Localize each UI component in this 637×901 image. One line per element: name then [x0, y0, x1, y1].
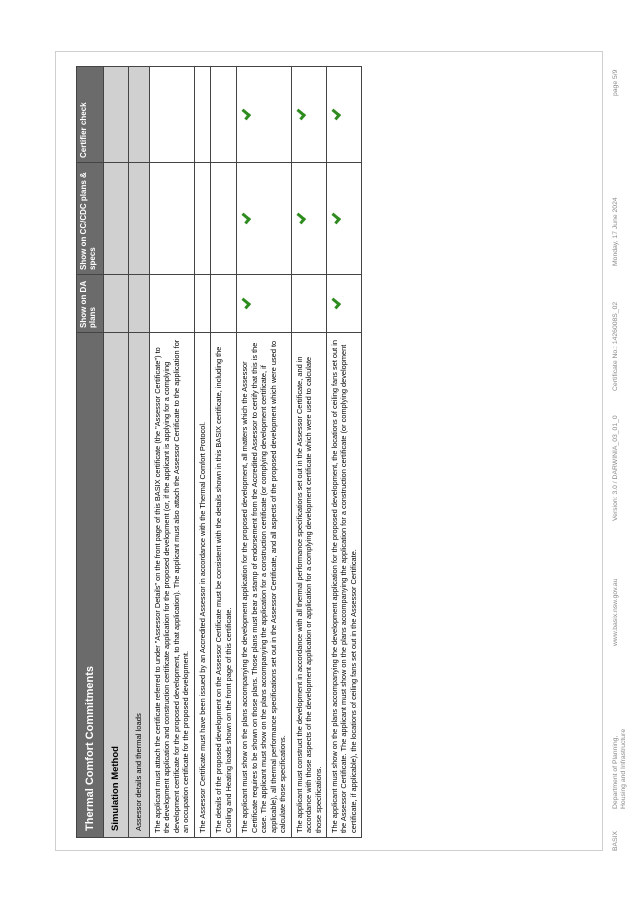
commitment-text: The applicant must show on the plans accompanying the development application for the proposed development, the locations of ceiling fans set out in the Assessor Certificate. The applicant must show on the plans accompanying the application for a construction certificate (or complying development certificate, if applicable), the locations of ceiling fans set out in the Assessor Certificate.: [326, 333, 361, 838]
col-certifier-check: Certifier check: [77, 67, 104, 163]
table-title: Thermal Comfort Commitments: [77, 333, 104, 838]
check-cell-da: [237, 275, 291, 333]
check-cell-cc: [149, 163, 194, 275]
commitment-text: The applicant must show on the plans accompanying the development application for the proposed development, all matters which the Assessor Certificate requires to be shown on those plans. Those plans must bear a stamp of endorsement from the Accredited Assessor to certify that this is the case. The applicant must show on the plans accompanying the application for a construction certificate (or complying development certificate, if applicable), all thermal performance specifications set out in the Assessor Certificate, and all aspects of the proposed development which were used to calculate those specifications.: [237, 333, 291, 838]
subsection-row: [129, 67, 150, 838]
footer-version: Version: 3.0 / DARWINIA_03_01_0: [612, 415, 619, 521]
commitment-text: The applicant must construct the development in accordance with all thermal performance specifications set out in the Assessor Certificate, and in accordance with those aspects of the development application or application for a complying development certificate which were used to calculate those specifications.: [291, 333, 326, 838]
check-cell-cert: [149, 67, 194, 163]
checkmark-icon: [240, 215, 252, 223]
footer-department: Department of Planning, Housing and Infrastructure: [612, 728, 628, 809]
check-cell-cc: [194, 163, 210, 275]
table-row: [326, 67, 361, 838]
check-cell-cc: [211, 163, 237, 275]
table-row: [149, 67, 194, 838]
checkmark-icon: [240, 111, 252, 119]
check-cell-da: [326, 275, 361, 333]
col-cc-plans: Show on CC/CDC plans & specs: [77, 163, 104, 275]
check-cell-cert: [194, 67, 210, 163]
check-cell-cert: [237, 67, 291, 163]
check-cell-da: [149, 275, 194, 333]
footer-website: www.basix.nsw.gov.au: [612, 578, 619, 646]
section-title: Simulation Method: [104, 333, 129, 838]
footer-program: BASIX: [612, 830, 619, 851]
table-row: [211, 67, 237, 838]
check-cell-da: [194, 275, 210, 333]
check-cell-cert: [326, 67, 361, 163]
check-cell-cc: [291, 163, 326, 275]
commitment-text: The Assessor Certificate must have been issued by an Accredited Assessor in accordance with the Thermal Comfort Protocol.: [194, 333, 210, 838]
check-cell-cert: [291, 67, 326, 163]
checkmark-icon: [330, 111, 342, 119]
commitment-text: The details of the proposed development on the Assessor Certificate must be consistent with the details shown in this BASIX certificate, including the Cooling and Heating loads shown on the front page of this certificate.: [211, 333, 237, 838]
table-row: [237, 67, 291, 838]
commitment-text: The applicant must attach the certificate referred to under "Assessor Details" on the front page of this BASIX certificate (the "Assessor Certificate") to the development application and construction certificate application for the proposed development (or, if the applicant is applying for a complying development certificate for the proposed development, to that application). The applicant must also attach the Assessor Certificate to the application for an occupation certificate for the proposed development.: [149, 333, 194, 838]
thermal-comfort-table: [76, 66, 362, 838]
checkmark-icon: [295, 215, 307, 223]
col-da-plans: Show on DA plans: [77, 275, 104, 333]
checkmark-icon: [330, 300, 342, 308]
check-cell-cc: [326, 163, 361, 275]
check-cell-da: [291, 275, 326, 333]
table-row: [194, 67, 210, 838]
footer-page: page 5/9: [612, 69, 619, 96]
check-cell-da: [211, 275, 237, 333]
checkmark-icon: [240, 300, 252, 308]
subsection-title: Assessor details and thermal loads: [129, 333, 150, 838]
table-header-row: [77, 67, 104, 838]
footer-date: Monday, 17 June 2024: [612, 197, 619, 266]
page-footer: [612, 51, 634, 851]
check-cell-cert: [211, 67, 237, 163]
section-row: [104, 67, 129, 838]
check-cell-cc: [237, 163, 291, 275]
checkmark-icon: [295, 111, 307, 119]
table-row: [291, 67, 326, 838]
footer-certificate: Certificate No.: 1426008S_02: [612, 301, 619, 391]
checkmark-icon: [330, 215, 342, 223]
